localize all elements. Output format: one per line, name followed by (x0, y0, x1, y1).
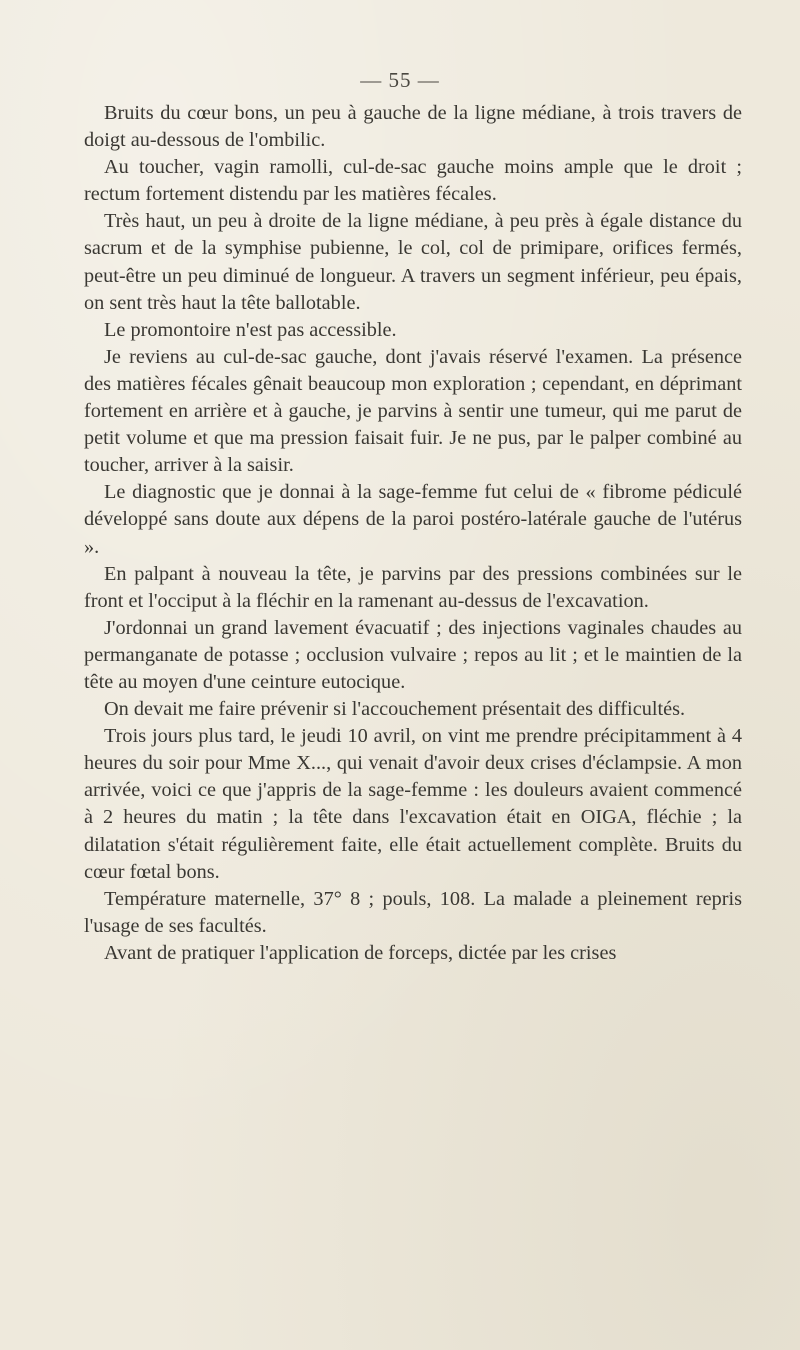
paragraph: Je reviens au cul-de-sac gauche, dont j'avais réservé l'examen. La présence des matières fécales gênait beaucoup mon exploration ; cependant, en déprimant fortement en arrière et à gauche, je parvins à sentir une tumeur, qui me parut de petit volume et que ma pression faisait fuir. Je ne pus, par le palper combiné au toucher, arriver à la saisir. (84, 345, 742, 477)
paragraph: Très haut, un peu à droite de la ligne médiane, à peu près à égale distance du sacrum et de la symphise pubienne, le col, col de primipare, orifices fermés, peut-être un peu diminué de longueur. A travers un segment inférieur, peu épais, on sent très haut la tête ballotable. (84, 210, 742, 314)
paragraph: Le promontoire n'est pas accessible. (104, 318, 397, 341)
page-number: — 55 — (360, 68, 440, 92)
paragraph: Avant de pratiquer l'application de forceps, dictée par les crises (104, 941, 617, 964)
paragraph: On devait me faire prévenir si l'accouchement présentait des difficultés. (104, 698, 686, 721)
paragraph: Température maternelle, 37° 8 ; pouls, 108. La malade a pleinement repris l'usage de ses facultés. (84, 887, 742, 937)
body-text (84, 100, 742, 967)
paragraph: Au toucher, vagin ramolli, cul-de-sac gauche moins ample que le droit ; rectum fortement distendu par les matières fécales. (84, 156, 742, 206)
paragraph: Le diagnostic que je donnai à la sage-femme fut celui de « fibrome pédiculé développé sans doute aux dépens de la paroi postéro-latérale gauche de l'utérus ». (84, 481, 742, 558)
paragraph: En palpant à nouveau la tête, je parvins par des pressions combinées sur le front et l'occiput à la fléchir en la ramenant au-dessus de l'excavation. (84, 562, 742, 612)
paragraph: J'ordonnai un grand lavement évacuatif ; des injections vaginales chaudes au permanganate de potasse ; occlusion vulvaire ; repos au lit ; et le maintien de la tête au moyen d'une ceinture eutocique. (84, 616, 742, 693)
paragraph: Bruits du cœur bons, un peu à gauche de la ligne médiane, à trois travers de doigt au-dessous de l'ombilic. (84, 102, 742, 152)
paragraph: Trois jours plus tard, le jeudi 10 avril, on vint me prendre précipitamment à 4 heures du soir pour Mme X..., qui venait d'avoir deux crises d'éclampsie. A mon arrivée, voici ce que j'appris de la sage-femme : les douleurs avaient commencé à 2 heures du matin ; la tête dans l'excavation était en OIGA, fléchie ; la dilatation s'était régulièrement faite, elle était actuellement complète. Bruits du cœur fœtal bons. (84, 725, 742, 883)
